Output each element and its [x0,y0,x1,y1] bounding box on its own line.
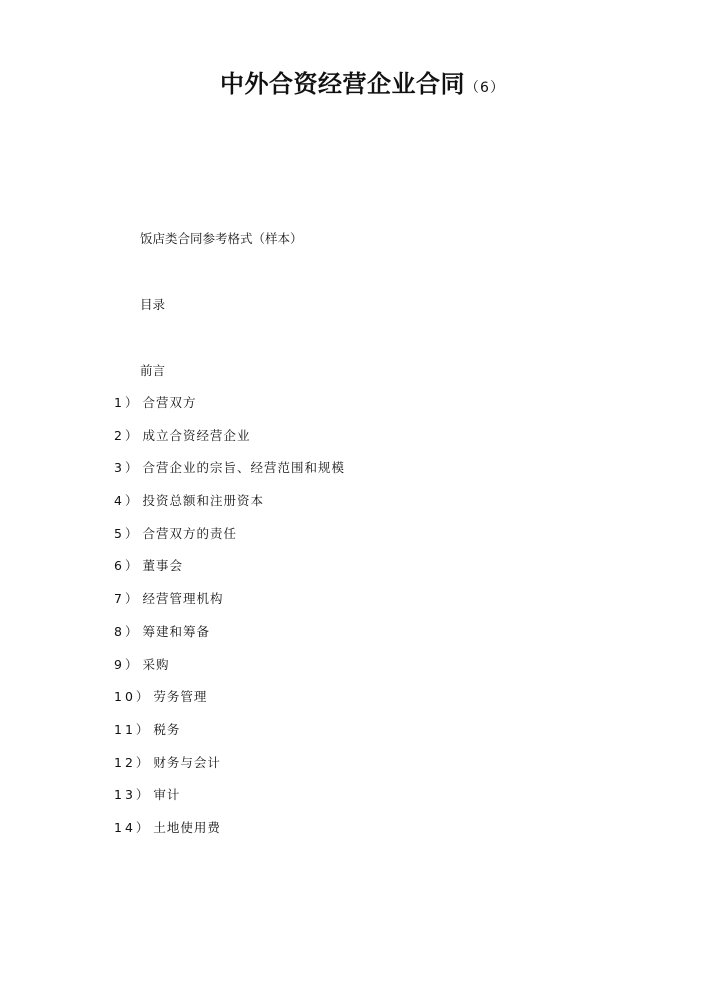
toc-item-number: 10） [114,689,152,705]
document-title-main: 中外合资经营企业合同 [220,70,466,98]
toc-preface: 前言 [140,363,166,378]
toc-heading: 目录 [140,297,166,312]
toc-item [114,722,345,755]
toc-item-number: 8） [114,623,141,639]
toc-item [114,526,345,559]
document-title-suffix: （6） [465,80,505,96]
toc-item [114,820,345,853]
toc-item-number: 9） [114,656,141,672]
toc-item-label: 合营企业的宗旨、经营范围和规模 [142,460,345,476]
toc-item-label: 筹建和筹备 [142,623,210,639]
toc-item-number: 7） [114,591,141,607]
toc-item-label: 经营管理机构 [142,591,224,607]
document-title [0,64,725,99]
toc-item-label: 土地使用费 [153,819,221,835]
toc-item-label: 成立合资经营企业 [142,427,251,443]
toc-item-label: 劳务管理 [153,689,208,705]
toc-item-label: 审计 [153,787,181,803]
toc-item-label: 采购 [142,656,170,672]
toc-item [114,395,345,428]
toc-list [114,395,345,853]
toc-item-number: 6） [114,558,141,574]
toc-item-label: 税务 [153,721,181,737]
toc-item-label: 合营双方 [142,395,197,410]
toc-item-number: 3） [114,460,141,476]
toc-item-number: 4） [114,493,141,509]
toc-item-number: 14） [114,819,152,835]
toc-item-number: 11） [114,721,152,737]
toc-item-number: 13） [114,787,152,803]
document-subtitle: 饭店类合同参考格式（样本） [140,231,303,246]
toc-item-label: 合营双方的责任 [142,525,237,541]
toc-item [114,624,345,657]
toc-item-number: 1） [114,395,141,410]
toc-item-label: 财务与会计 [153,754,221,770]
toc-item [114,787,345,820]
toc-item [114,460,345,493]
toc-item [114,657,345,690]
toc-item [114,689,345,722]
toc-item [114,591,345,624]
toc-item-label: 董事会 [142,558,183,574]
toc-item-number: 2） [114,427,141,443]
toc-item [114,755,345,788]
toc-item [114,493,345,526]
toc-item [114,558,345,591]
toc-item-number: 12） [114,754,152,770]
toc-item [114,428,345,461]
toc-item-label: 投资总额和注册资本 [142,493,264,509]
toc-item-number: 5） [114,525,141,541]
